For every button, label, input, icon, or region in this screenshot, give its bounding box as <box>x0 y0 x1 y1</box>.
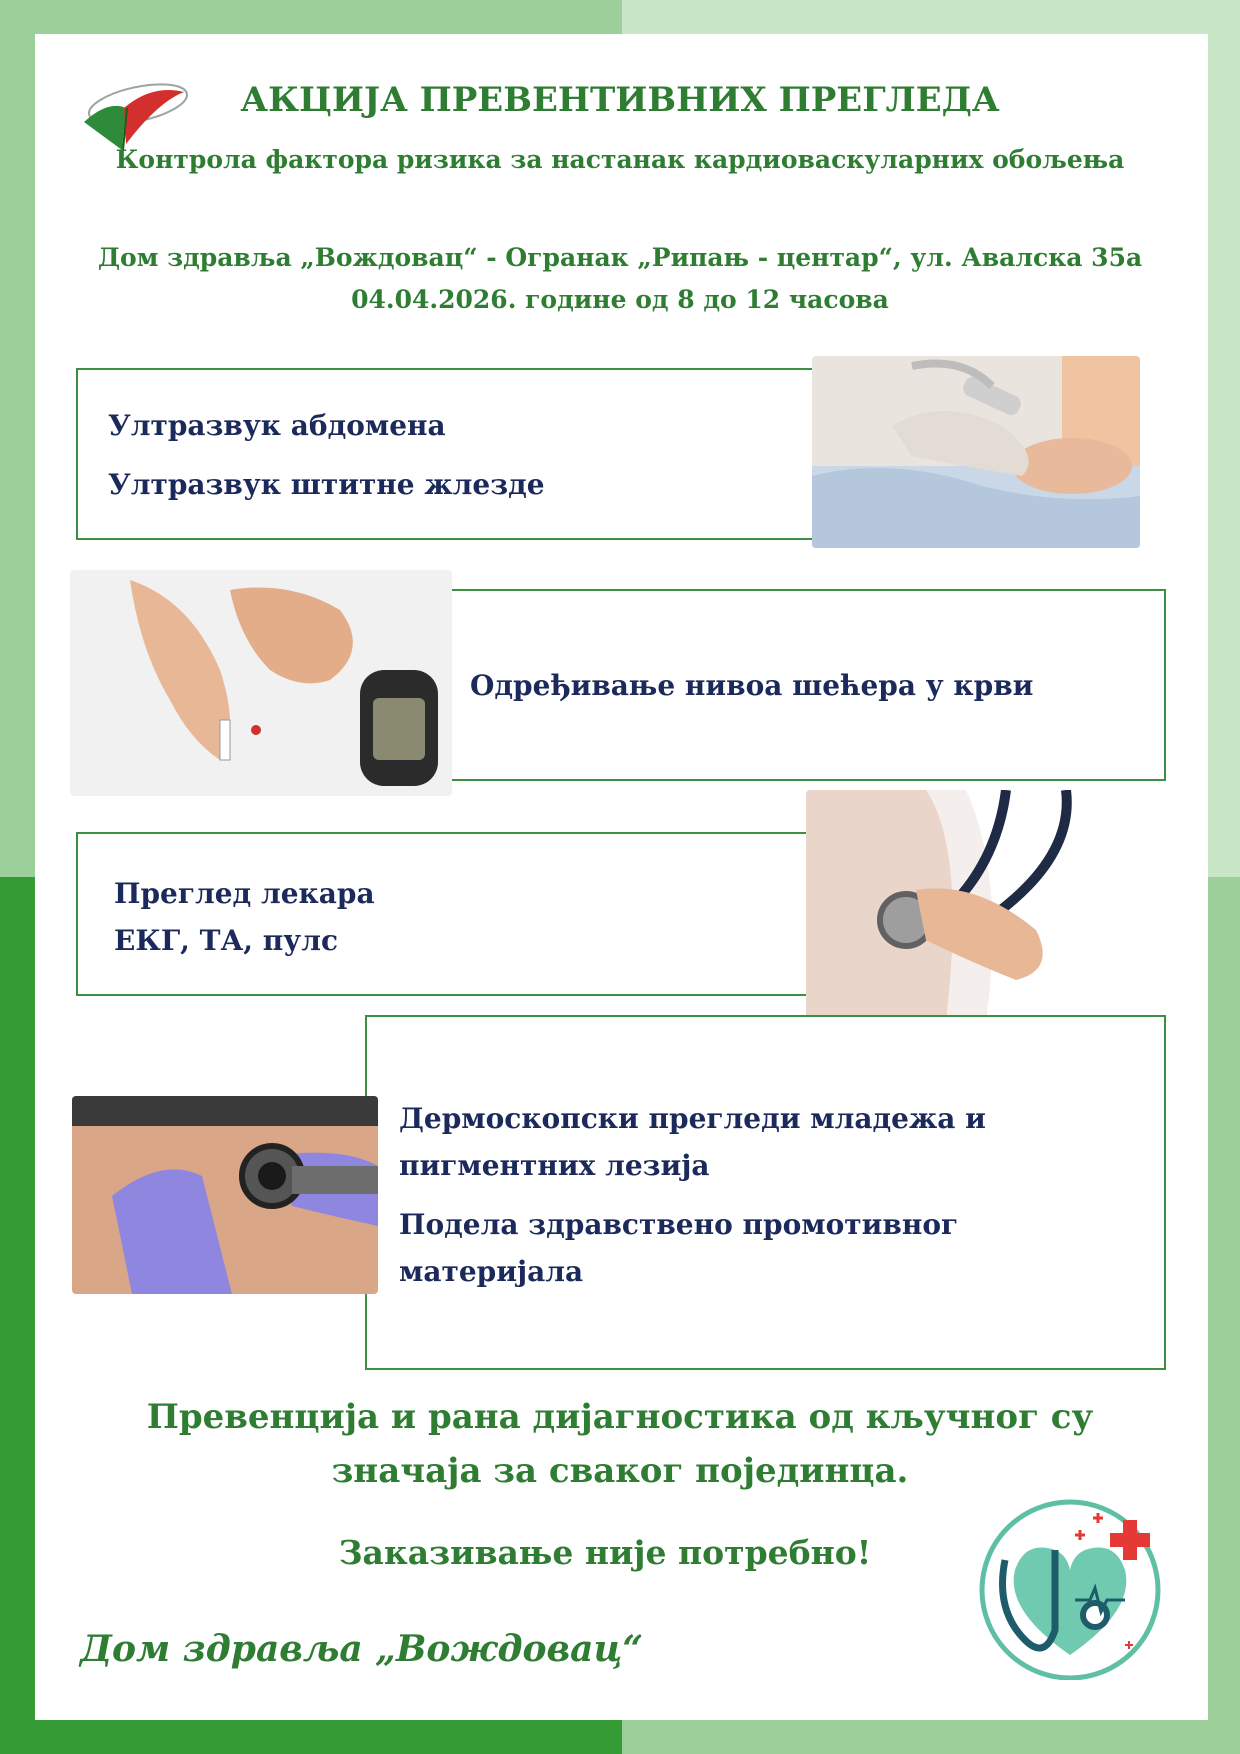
ultrasound-photo <box>812 356 1140 548</box>
service-ultrasound-thyroid: Ултразвук штитне жлезде <box>108 468 545 501</box>
venue-info <box>80 237 1160 321</box>
service-dermoscopy-text <box>399 1095 986 1295</box>
prevention-tagline-line1: Превенција и рана дијагностика од кључног су <box>146 1397 1094 1437</box>
stethoscope-photo <box>806 790 1164 1020</box>
prevention-tagline-line2: значаја за сваког појединца. <box>331 1451 909 1491</box>
service-doctor-text <box>114 870 375 964</box>
health-center-signature: Дом здравља „Вождовац“ <box>80 1628 644 1670</box>
service-dermoscopy-line1b: пигментних лезија <box>399 1149 710 1182</box>
prevention-tagline <box>120 1390 1120 1498</box>
event-date-time: 04.04.2026. године од 8 до 12 часова <box>351 285 889 314</box>
service-materials-line2a: Подела здравствено промотивног <box>399 1208 959 1241</box>
dermoscopy-photo <box>72 1096 378 1294</box>
service-dermoscopy-line1a: Дермоскопски прегледи младежа и <box>399 1102 986 1135</box>
poster-subtitle: Контрола фактора ризика за настанак кардиоваскуларних обољења <box>115 145 1125 174</box>
service-ultrasound-text <box>108 402 545 508</box>
venue-address: Дом здравља „Вождовац“ - Огранак „Рипањ - центар“, ул. Авалска 35а <box>97 243 1143 272</box>
service-blood-sugar-text: Одређивање нивоа шећера у крви <box>470 669 1034 702</box>
poster-title: АКЦИЈА ПРЕВЕНТИВНИХ ПРЕГЛЕДА <box>240 80 1000 120</box>
service-materials-line2b: материјала <box>399 1255 584 1288</box>
glucose-test-photo <box>70 570 452 796</box>
no-appointment-notice: Заказивање није потребно! <box>338 1533 872 1572</box>
heart-stethoscope-icon <box>975 1490 1165 1680</box>
service-ultrasound-abdomen: Ултразвук абдомена <box>108 409 446 442</box>
service-doctor-exam: Преглед лекара <box>114 877 375 910</box>
service-ecg-bp-pulse: ЕКГ, ТА, пулс <box>114 924 338 957</box>
